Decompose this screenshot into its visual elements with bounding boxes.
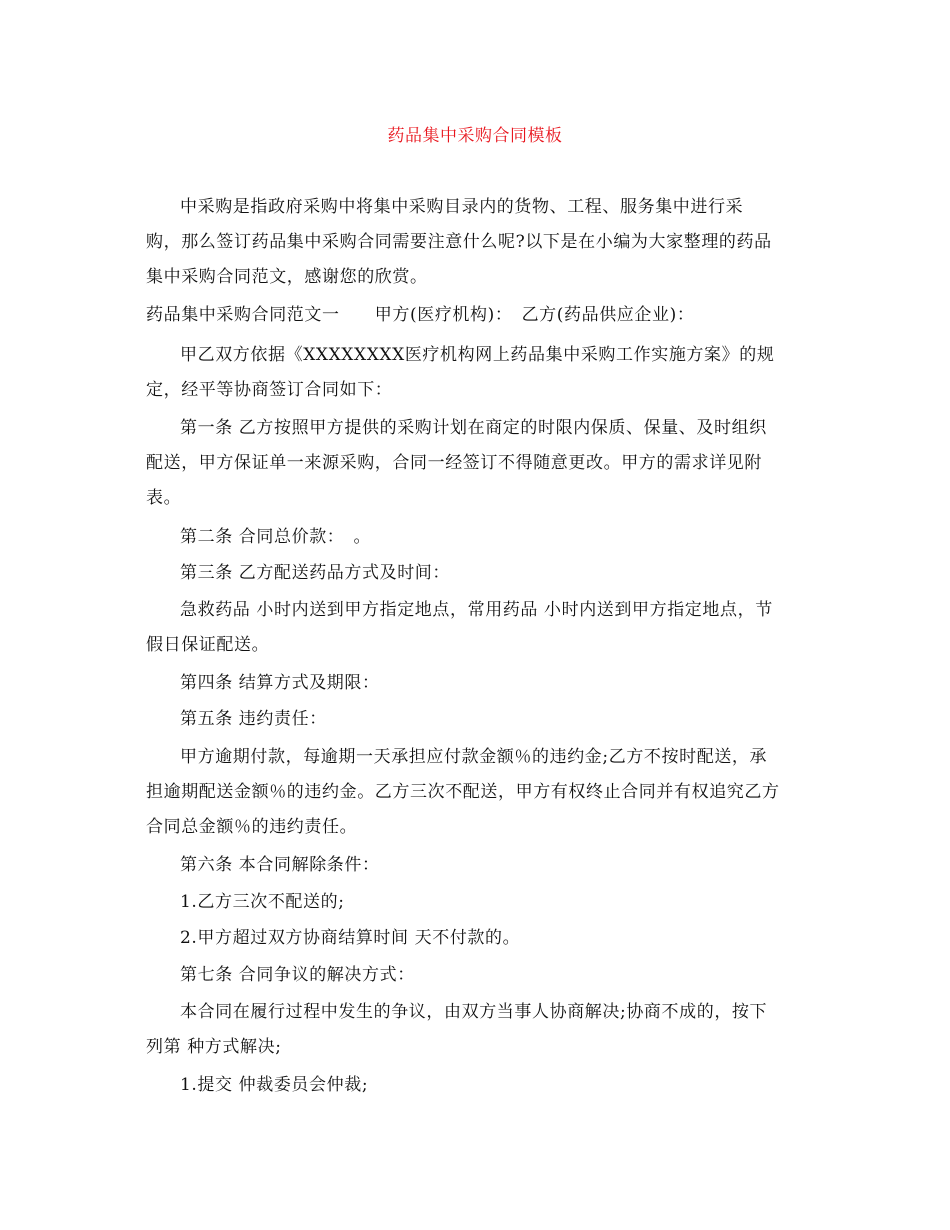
paragraph-line: 购，那么签订药品集中采购合同需要注意什么呢?以下是在小编为大家整理的药品 <box>146 232 772 252</box>
paragraph-line: 假日保证配送。 <box>146 635 270 655</box>
paragraph-line: 甲方逾期付款，每逾期一天承担应付款金额％的违约金;乙方不按时配送，承 <box>180 747 768 767</box>
paragraph-line: 中采购是指政府采购中将集中采购目录内的货物、工程、服务集中进行采 <box>180 197 744 217</box>
paragraph-line: 配送，甲方保证单一来源采购，合同一经签订不得随意更改。甲方的需求详见附 <box>146 453 762 473</box>
paragraph-line: 甲乙双方依据《XXXXXXXX医疗机构网上药品集中采购工作实施方案》的规 <box>180 345 775 365</box>
paragraph-line: 第六条 本合同解除条件： <box>180 855 380 875</box>
paragraph-line: 1.乙方三次不配送的; <box>180 892 345 912</box>
paragraph-line: 列第 种方式解决; <box>146 1037 282 1057</box>
paragraph-line: 合同总金额％的违约责任。 <box>146 817 358 837</box>
paragraph-line: 表。 <box>146 488 182 508</box>
paragraph-line: 集中采购合同范文，感谢您的欣赏。 <box>146 267 428 287</box>
paragraph-line: 药品集中采购合同范文一 甲方(医疗机构)： 乙方(药品供应企业)： <box>146 305 695 325</box>
paragraph-line: 第七条 合同争议的解决方式： <box>180 965 415 985</box>
paragraph-line: 本合同在履行过程中发生的争议，由双方当事人协商解决;协商不成的，按下 <box>180 1002 768 1022</box>
paragraph-line: 2.甲方超过双方协商结算时间 天不付款的。 <box>180 928 521 948</box>
document-title: 药品集中采购合同模板 <box>387 126 563 146</box>
paragraph-line: 第四条 结算方式及期限： <box>180 673 380 693</box>
paragraph-line: 第二条 合同总价款： 。 <box>180 527 372 547</box>
paragraph-line: 急救药品 小时内送到甲方指定地点，常用药品 小时内送到甲方指定地点，节 <box>180 600 773 620</box>
paragraph-line: 定，经平等协商签订合同如下： <box>146 380 393 400</box>
paragraph-line: 1.提交 仲裁委员会仲裁; <box>180 1075 369 1095</box>
paragraph-line: 担逾期配送金额％的违约金。乙方三次不配送，甲方有权终止合同并有权追究乙方 <box>146 782 780 802</box>
paragraph-line: 第一条 乙方按照甲方提供的采购计划在商定的时限内保质、保量、及时组织 <box>180 418 767 438</box>
paragraph-line: 第三条 乙方配送药品方式及时间： <box>180 563 451 583</box>
paragraph-line: 第五条 违约责任： <box>180 709 327 729</box>
